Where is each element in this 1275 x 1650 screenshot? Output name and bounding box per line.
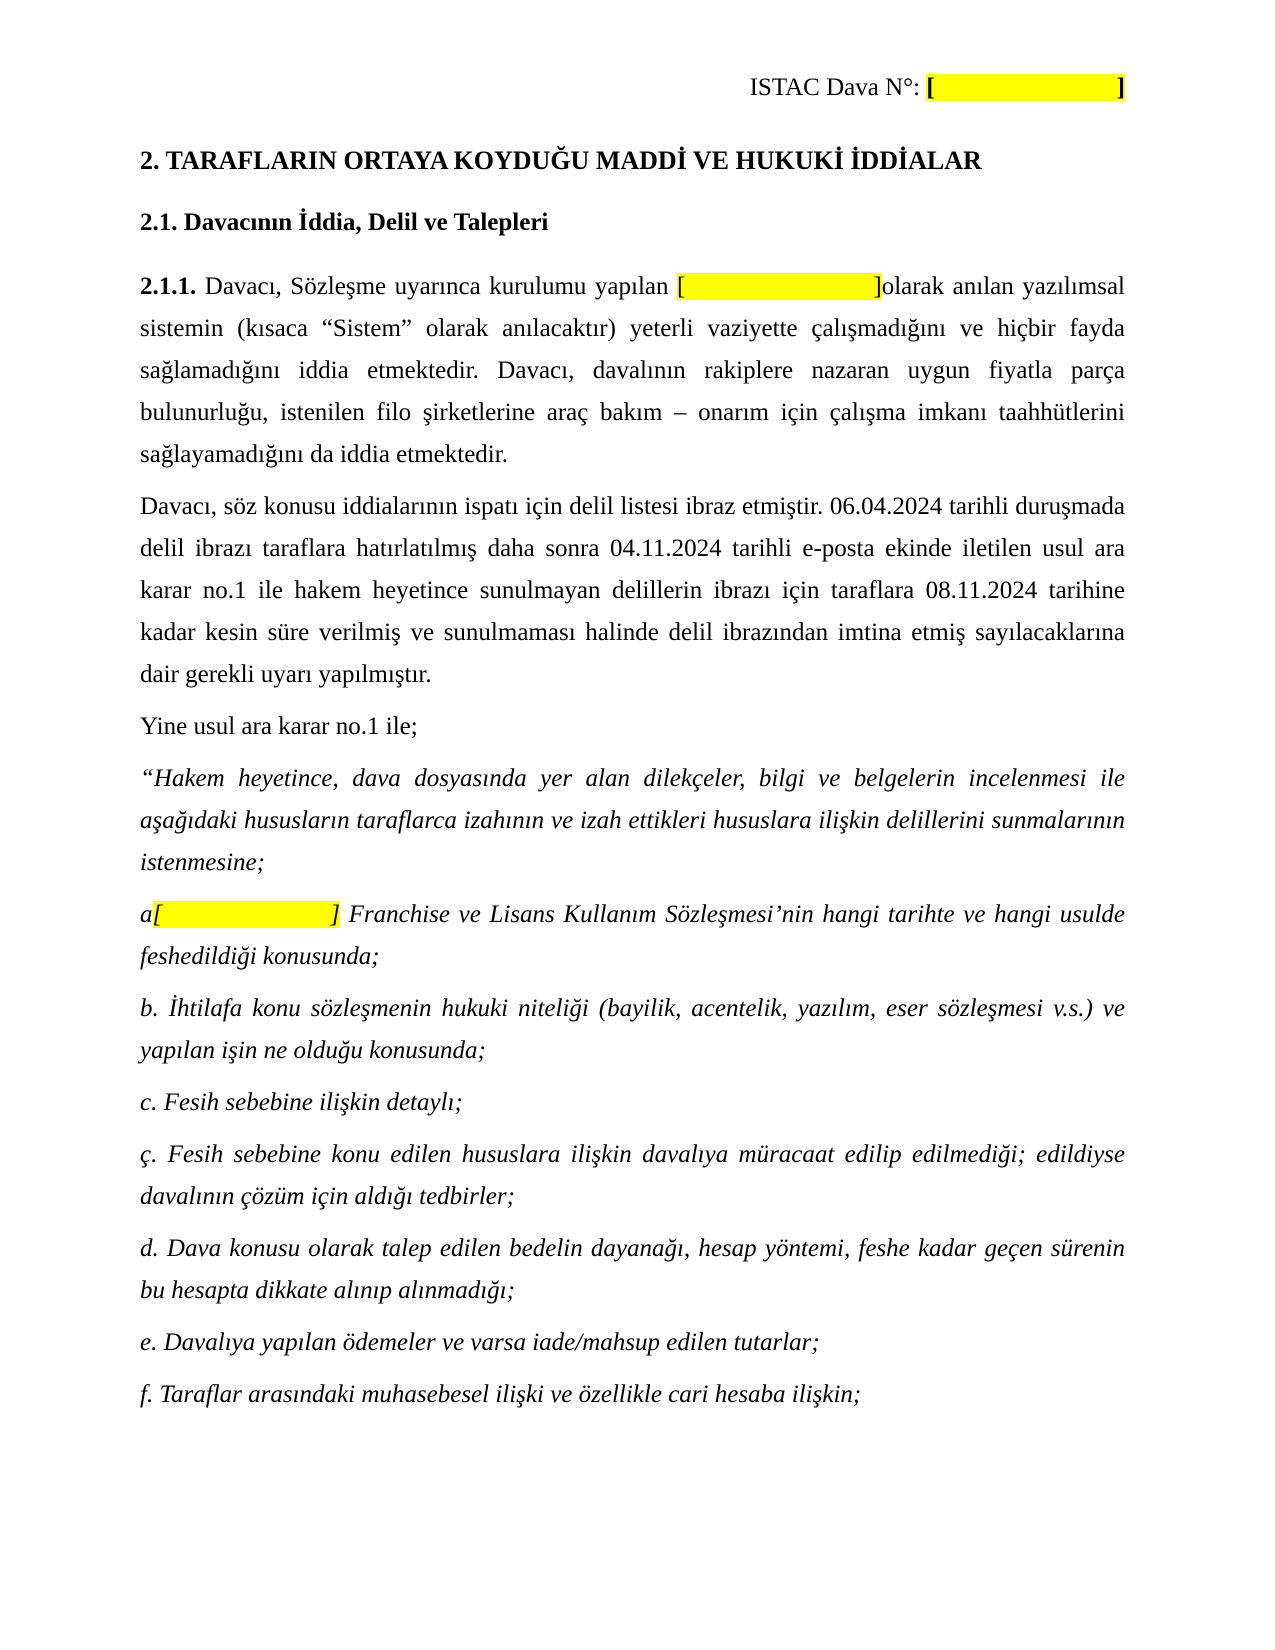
redaction-blank xyxy=(935,94,1117,95)
quoted-item-d: d. Dava konusu olarak talep edilen bedelin dayanağı, hesap yöntemi, feshe kadar geçen sürenin bu hesapta dikkate alınıp alınmadığı; xyxy=(140,1235,1125,1304)
quoted-item-a xyxy=(140,894,1125,978)
quoted-item-b: b. İhtilafa konu sözleşmenin hukuki niteliği (bayilik, acentelik, yazılım, eser sözleşmesi v.s.) ve yapılan işin ne olduğu konusunda; xyxy=(140,995,1125,1064)
redaction-close-bracket: ] xyxy=(1116,74,1125,101)
paragraph-text-after-redaction: olarak anılan yazılımsal sistemin (kısaca “Sistem” olarak anılacaktır) yeterli vaziyette çalışmadığını ve hiçbir fayda sağlamadığını iddia etmektedir. Davacı, davalının rakiplere nazaran uygun fiyatla parça bulunurluğu, istenilen filo şirketlerine araç bakım – onarım için çalışma imkanı taahhütlerini sağlayamadığını da iddia etmektedir. xyxy=(140,273,1126,468)
paragraph-procedural-order-intro: Yine usul ara karar no.1 ile; xyxy=(140,713,418,740)
case-number-header xyxy=(140,70,1125,106)
item-a-prefix: a xyxy=(140,901,153,928)
item-a-text: Franchise ve Lisans Kullanım Sözleşmesi’nin hangi tarihte ve hangi usulde feshedildiği konusunda; xyxy=(140,901,1125,970)
quoted-item-c-cedilla: ç. Fesih sebebine konu edilen hususlara ilişkin davalıya müracaat edilip edilmediği; edildiyse davalının çözüm için aldığı tedbirler; xyxy=(140,1141,1125,1210)
subsection-heading: 2.1. Davacının İddia, Delil ve Talepleri xyxy=(140,209,549,236)
redaction-blank xyxy=(162,921,330,922)
redaction-open-bracket: [ xyxy=(152,901,163,928)
case-number-redaction xyxy=(926,74,1125,101)
quoted-item-f: f. Taraflar arasındaki muhasebesel ilişki ve özellikle cari hesaba ilişkin; xyxy=(140,1381,862,1408)
paragraph-evidence-list: Davacı, söz konusu iddialarının ispatı için delil listesi ibraz etmiştir. 06.04.2024 tarihli duruşmada delil ibrazı taraflara hatırlatılmış daha sonra 04.11.2024 tarihli e-posta ekinde iletilen usul ara karar no.1 ile hakem heyetince sunulmayan delillerin ibrazı için taraflara 08.11.2024 tarihine kadar kesin süre verilmiş ve sunulmaması halinde delil ibrazından imtina etmiş sayılacaklarına dair gerekli uyarı yapılmıştır. xyxy=(140,493,1125,688)
quoted-item-e: e. Davalıya yapılan ödemeler ve varsa iade/mahsup edilen tutarlar; xyxy=(140,1329,820,1356)
paragraph-text-before-redaction: Davacı, Sözleşme uyarınca kurulumu yapılan xyxy=(196,273,678,300)
case-number-label: ISTAC Dava N°: xyxy=(749,74,927,101)
paragraph-2-1-1 xyxy=(140,266,1125,476)
redaction-close-bracket: ] xyxy=(330,901,340,928)
redaction-blank xyxy=(685,293,873,294)
redaction-close-bracket: ] xyxy=(873,273,882,300)
section-heading: 2. TARAFLARIN ORTAYA KOYDUĞU MADDİ VE HUKUKİ İDDİALAR xyxy=(140,146,982,175)
paragraph-number: 2.1.1. xyxy=(140,273,197,300)
quoted-paragraph-tribunal: “Hakem heyetince, dava dosyasında yer alan dilekçeler, bilgi ve belgelerin incelenmesi ile aşağıdaki hususların taraflarca izahının ve izah ettikleri hususlara ilişkin delillerini sunmalarının istenmesine; xyxy=(140,765,1125,876)
redaction-open-bracket: [ xyxy=(926,74,935,101)
inline-redaction xyxy=(153,901,340,928)
quoted-item-c: c. Fesih sebebine ilişkin detaylı; xyxy=(140,1089,463,1116)
inline-redaction xyxy=(677,273,882,300)
redaction-open-bracket: [ xyxy=(677,273,686,300)
